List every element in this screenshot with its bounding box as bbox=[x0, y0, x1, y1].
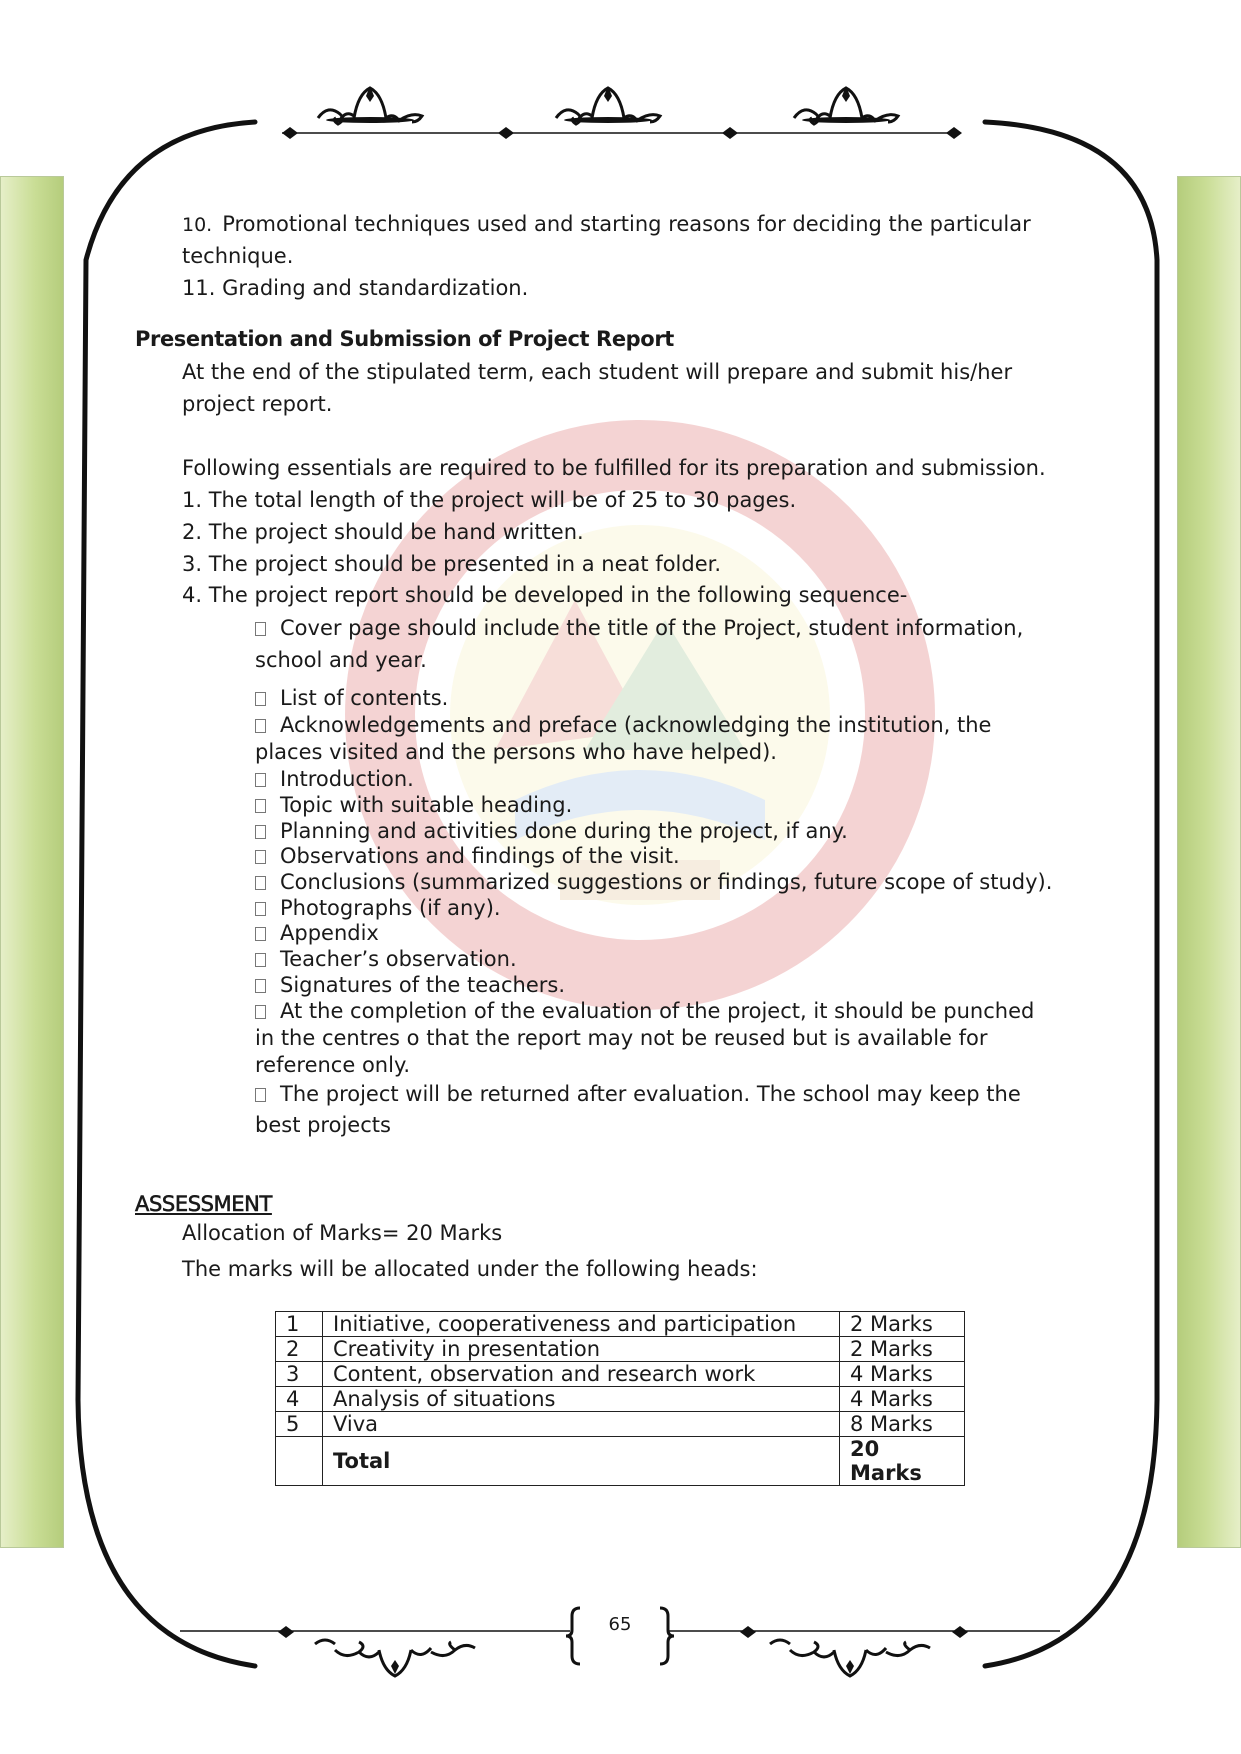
sequence-item: Signatures of the teachers. bbox=[255, 972, 565, 998]
essential-item: 1. The total length of the project will be of 25 to 30 pages. bbox=[182, 488, 797, 512]
essential-item: 3. The project should be presented in a neat folder. bbox=[182, 552, 722, 576]
sequence-item: Planning and activities done during the project, if any. bbox=[255, 818, 848, 844]
row-marks: 8 Marks bbox=[840, 1412, 965, 1437]
total-marks: 20 Marks bbox=[840, 1437, 965, 1486]
row-number: 3 bbox=[276, 1362, 323, 1387]
table-row bbox=[276, 1337, 965, 1362]
presentation-paragraph-line1: At the end of the stipulated term, each student will prepare and submit his/her bbox=[182, 360, 1013, 384]
checkbox-bullet-icon bbox=[255, 1088, 266, 1102]
item-text: Promotional techniques used and starting reasons for deciding the particular bbox=[222, 212, 1031, 236]
sequence-item: Photographs (if any). bbox=[255, 895, 501, 921]
sequence-item-continuation: reference only. bbox=[255, 1053, 411, 1077]
row-head: Analysis of situations bbox=[323, 1387, 840, 1412]
marks-table bbox=[275, 1311, 965, 1486]
table-row bbox=[276, 1312, 965, 1337]
checkbox-bullet-icon bbox=[255, 850, 266, 864]
row-number: 4 bbox=[276, 1387, 323, 1412]
essential-item: 4. The project report should be developed in the following sequence- bbox=[182, 583, 908, 607]
sequence-item-continuation: best projects bbox=[255, 1113, 391, 1137]
checkbox-bullet-icon bbox=[255, 953, 266, 967]
intro-item-11: 11. Grading and standardization. bbox=[182, 276, 529, 300]
checkbox-bullet-icon bbox=[255, 1005, 266, 1019]
sequence-item: List of contents. bbox=[255, 685, 448, 711]
row-number: 2 bbox=[276, 1337, 323, 1362]
assessment-heading: ASSESSMENT bbox=[135, 1192, 272, 1216]
sequence-item: Cover page should include the title of the Project, student information, bbox=[255, 615, 1023, 641]
row-head: Content, observation and research work bbox=[323, 1362, 840, 1387]
checkbox-bullet-icon bbox=[255, 719, 266, 733]
presentation-paragraph-line2: project report. bbox=[182, 392, 333, 416]
sequence-item: Appendix bbox=[255, 920, 379, 946]
checkbox-bullet-icon bbox=[255, 622, 266, 636]
sequence-item: Topic with suitable heading. bbox=[255, 792, 572, 818]
sequence-item: At the completion of the evaluation of the project, it should be punched bbox=[255, 998, 1034, 1024]
allocation-text: Allocation of Marks= 20 Marks bbox=[182, 1221, 503, 1245]
row-marks: 2 Marks bbox=[840, 1337, 965, 1362]
sequence-item-continuation: in the centres o that the report may not be reused but is available for bbox=[255, 1026, 988, 1050]
presentation-heading: Presentation and Submission of Project Report bbox=[135, 327, 674, 351]
essential-item: 2. The project should be hand written. bbox=[182, 520, 584, 544]
checkbox-bullet-icon bbox=[255, 902, 266, 916]
row-number: 1 bbox=[276, 1312, 323, 1337]
item-number: 10. bbox=[182, 214, 213, 236]
table-total-row bbox=[276, 1437, 965, 1486]
row-head: Viva bbox=[323, 1412, 840, 1437]
sequence-item: Acknowledgements and preface (acknowledging the institution, the bbox=[255, 712, 991, 738]
table-row bbox=[276, 1362, 965, 1387]
row-head: Creativity in presentation bbox=[323, 1337, 840, 1362]
checkbox-bullet-icon bbox=[255, 692, 266, 706]
checkbox-bullet-icon bbox=[255, 979, 266, 993]
intro-item-10 bbox=[182, 209, 1031, 241]
sequence-item: Introduction. bbox=[255, 766, 414, 792]
top-scroll-ornaments bbox=[282, 86, 962, 139]
sequence-item: The project will be returned after evaluation. The school may keep the bbox=[255, 1081, 1021, 1107]
sequence-item: Conclusions (summarized suggestions or findings, future scope of study). bbox=[255, 869, 1052, 895]
checkbox-bullet-icon bbox=[255, 773, 266, 787]
sequence-item: Teacher’s observation. bbox=[255, 946, 517, 972]
heads-intro: The marks will be allocated under the following heads: bbox=[182, 1257, 758, 1281]
row-marks: 2 Marks bbox=[840, 1312, 965, 1337]
checkbox-bullet-icon bbox=[255, 927, 266, 941]
page-number: 65 bbox=[608, 1614, 632, 1635]
checkbox-bullet-icon bbox=[255, 876, 266, 890]
essentials-intro: Following essentials are required to be fulfilled for its preparation and submission. bbox=[182, 456, 1046, 480]
total-label: Total bbox=[323, 1437, 840, 1486]
intro-item-10-continuation: technique. bbox=[182, 244, 294, 268]
sequence-item: Observations and findings of the visit. bbox=[255, 843, 680, 869]
checkbox-bullet-icon bbox=[255, 825, 266, 839]
row-number: 5 bbox=[276, 1412, 323, 1437]
sequence-item-continuation: school and year. bbox=[255, 648, 427, 672]
table-row bbox=[276, 1387, 965, 1412]
checkbox-bullet-icon bbox=[255, 799, 266, 813]
row-marks: 4 Marks bbox=[840, 1362, 965, 1387]
table-row bbox=[276, 1412, 965, 1437]
row-head: Initiative, cooperativeness and participation bbox=[323, 1312, 840, 1337]
sequence-item-continuation: places visited and the persons who have helped). bbox=[255, 740, 777, 764]
row-marks: 4 Marks bbox=[840, 1387, 965, 1412]
row-number bbox=[276, 1437, 323, 1486]
